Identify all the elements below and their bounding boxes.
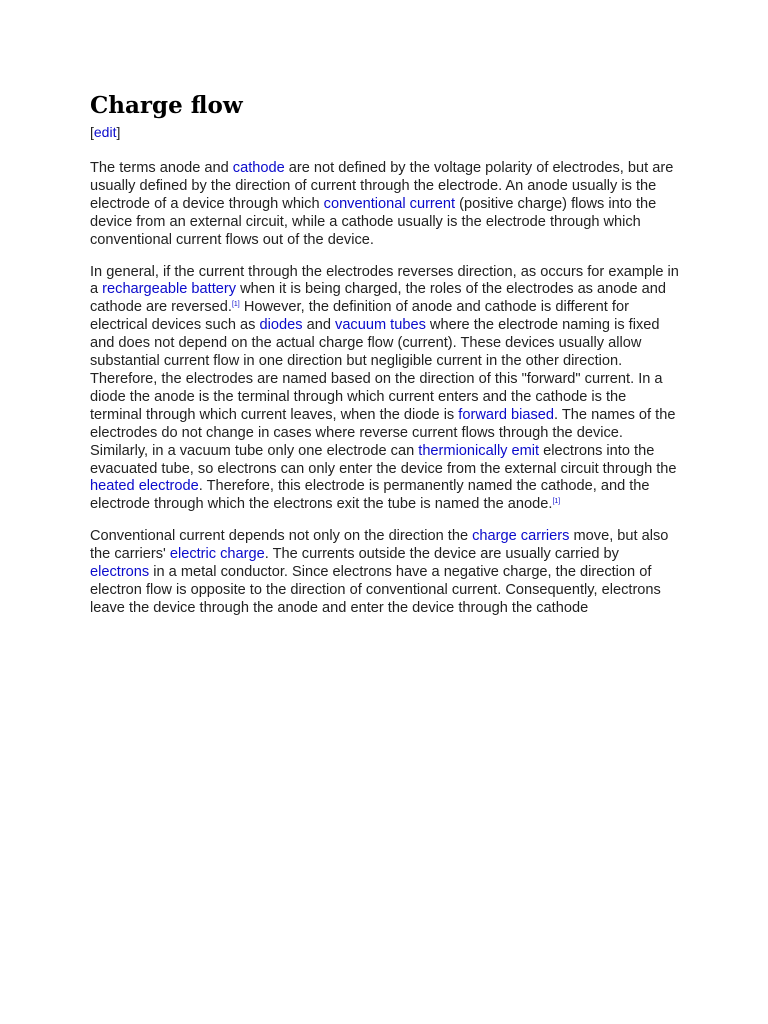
text-span: and [302, 317, 336, 334]
text-span: are not defined by the voltage polarity of electrodes, but are usually defined by the direction of current through the electrode. An anode usually is the electrode of a device through which [90, 160, 674, 212]
citation-ref[interactable] [552, 498, 560, 505]
text-span: In general, if the current through the electrodes reverses direction, as occurs for example in a [90, 263, 679, 298]
text-span: electrons into the evacuated tube, so electrons can only enter the device from the external circuit through the [90, 442, 677, 477]
text-span: in a metal conductor. Since electrons have a negative charge, the direction of electron flow is opposite to the direction of conventional current. Consequently, electrons leave the device through the anode and enter the device through the cathode [90, 564, 661, 616]
text-span: Conventional current depends not only on the direction the [90, 528, 473, 545]
citation-ref[interactable] [232, 301, 240, 308]
paragraph-2 [90, 264, 680, 515]
link-electrons[interactable]: electrons [90, 564, 150, 581]
text-span: . Therefore, this electrode is permanently named the cathode, and the electrode through which the electrons exit the tube is named the anode. [90, 478, 650, 513]
link-heated-electrode[interactable]: heated electrode [90, 478, 199, 495]
text-span: where the electrode naming is fixed and does not depend on the actual charge flow (current). These devices usually allow substantial current flow in one direction but negligible current in the other direction. Therefore, the electrodes are named based on the direction of this "forward" current. In a diode the anode is the terminal through which current enters and the cathode is the terminal through which current leaves, when the diode is [90, 317, 663, 423]
article-section [90, 92, 680, 618]
link-conventional-current[interactable]: conventional current [323, 195, 456, 212]
paragraph-3 [90, 528, 680, 618]
link-electric-charge[interactable]: electric charge [169, 546, 265, 563]
citation-link[interactable]: [1] [231, 301, 240, 309]
paragraph-1 [90, 160, 680, 250]
link-cathode[interactable]: cathode [232, 160, 285, 176]
edit-section-link-wrapper [90, 123, 680, 141]
link-thermionic-emission[interactable]: thermionically emit [418, 442, 540, 459]
edit-bracket-close: ] [116, 124, 121, 140]
citation-link[interactable]: [1] [552, 498, 561, 506]
edit-bracket-open: [ [90, 124, 94, 140]
text-span: . The names of the electrodes do not change in cases where reverse current flows through the device. Similarly, in a vacuum tube only one electrode can [90, 406, 676, 459]
link-charge-carriers[interactable]: charge carriers [472, 528, 570, 545]
section-heading: Charge flow [90, 92, 243, 119]
text-span: The terms anode and [90, 160, 233, 176]
text-span: However, the definition of anode and cathode is different for electrical devices such as [90, 299, 629, 334]
link-vacuum-tubes[interactable]: vacuum tubes [335, 317, 426, 334]
text-span: when it is being charged, the roles of the electrodes as anode and cathode are reversed. [90, 281, 667, 316]
text-span: (positive charge) flows into the device from an external circuit, while a cathode usually is the electrode through which conventional current flows out of the device. [90, 195, 657, 248]
link-diodes[interactable]: diodes [259, 317, 303, 334]
edit-link[interactable]: edit [93, 124, 117, 140]
link-rechargeable-battery[interactable]: rechargeable battery [102, 281, 237, 298]
text-span: move, but also the carriers' [90, 528, 669, 563]
link-forward-biased[interactable]: forward biased [458, 406, 555, 423]
text-span: . The currents outside the device are usually carried by [264, 546, 619, 563]
